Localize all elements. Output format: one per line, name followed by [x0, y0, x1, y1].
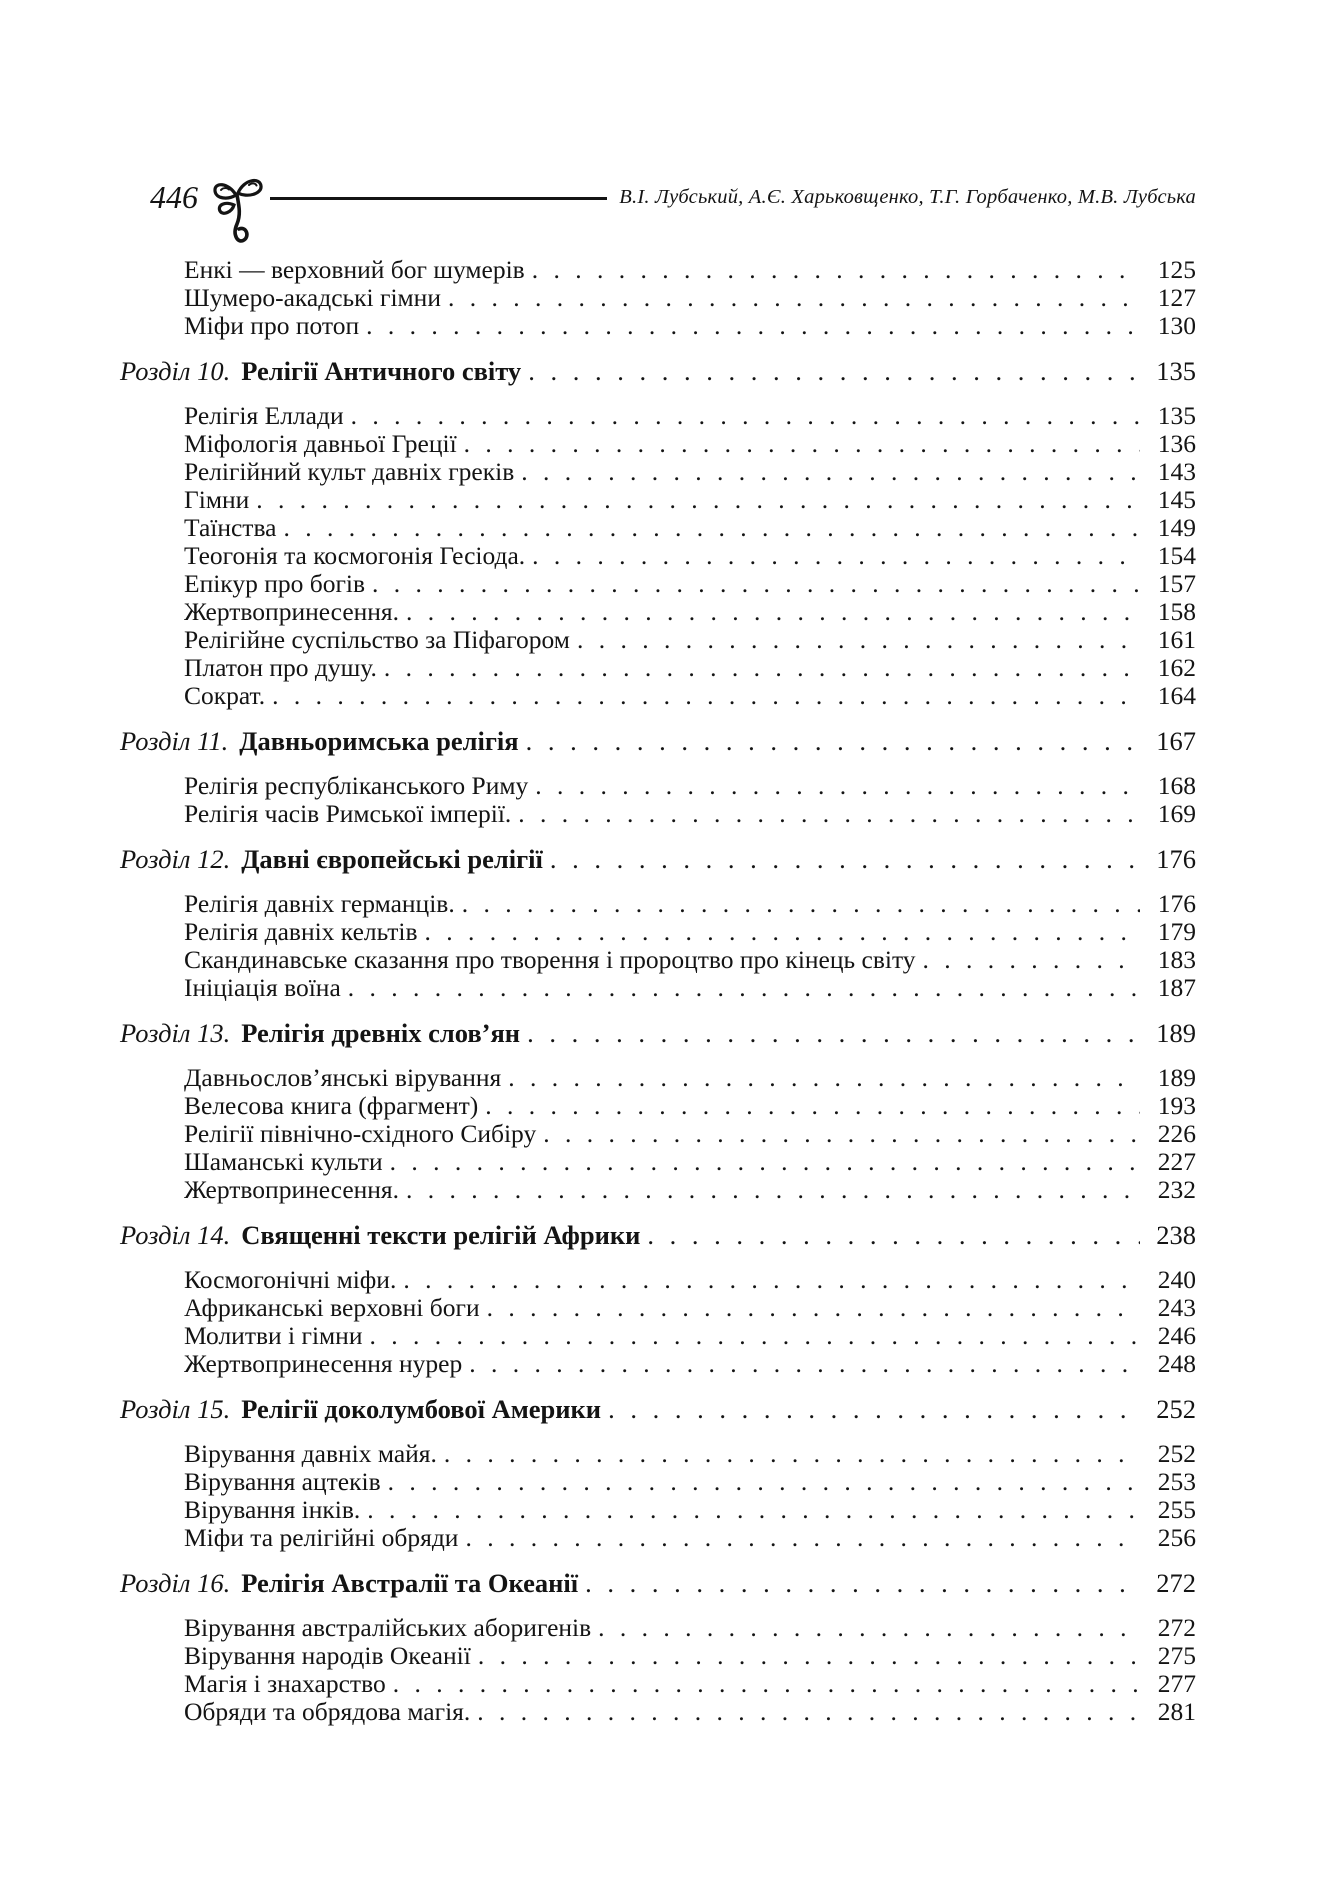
entry-page-number: 130 [1157, 311, 1196, 340]
chapter-number: Розділ 10. [120, 356, 231, 386]
header-rule [270, 197, 607, 200]
dot-leader [508, 1064, 1140, 1092]
toc-entry [120, 1350, 1196, 1378]
toc-chapter-heading [120, 357, 1196, 385]
entry-page-number: 246 [1157, 1321, 1196, 1350]
chapter-page-number: 176 [1156, 844, 1196, 874]
toc-entry [120, 1698, 1196, 1726]
dot-leader [406, 1176, 1140, 1204]
dot-leader [464, 430, 1140, 458]
entry-page-number: 179 [1157, 917, 1196, 946]
entry-title: Магія і знахарство [184, 1669, 386, 1698]
entry-title: Релігія давніх кельтів [184, 917, 418, 946]
chapter-page-number: 272 [1156, 1568, 1196, 1598]
chapter-page-number: 252 [1156, 1394, 1196, 1424]
table-of-contents [120, 256, 1196, 1726]
dot-leader [608, 1395, 1140, 1423]
dot-leader [448, 284, 1140, 312]
toc-entry [120, 1064, 1196, 1092]
entry-title: Скандинавське сказання про творення і пророцтво про кінець світу [184, 945, 916, 974]
entry-page-number: 183 [1157, 945, 1196, 974]
running-head [150, 176, 1196, 218]
entry-title: Вірування інків. [184, 1495, 361, 1524]
dot-leader [444, 1440, 1140, 1468]
toc-entry [120, 402, 1196, 430]
toc-entry [120, 654, 1196, 682]
entry-page-number: 127 [1157, 283, 1196, 312]
entry-page-number: 232 [1157, 1175, 1196, 1204]
entry-title: Ініціація воїна [184, 973, 341, 1002]
entry-title: Жертвопринесення. [184, 597, 400, 626]
entry-page-number: 243 [1157, 1293, 1196, 1322]
entry-title: Міфи про потоп [184, 311, 360, 340]
toc-entry [120, 1524, 1196, 1552]
toc-entry [120, 918, 1196, 946]
floral-ornament-icon [210, 174, 266, 252]
entry-page-number: 187 [1157, 973, 1196, 1002]
entry-title: Сократ. [184, 681, 266, 710]
dot-leader [366, 312, 1140, 340]
entry-page-number: 253 [1157, 1467, 1196, 1496]
chapter-title: Релігія древніх слов’ян [241, 1018, 521, 1048]
entry-title: Африканські верховні боги [184, 1293, 480, 1322]
dot-leader [577, 626, 1140, 654]
entry-title: Жертвопринесення. [184, 1175, 400, 1204]
entry-page-number: 277 [1157, 1669, 1196, 1698]
dot-leader [372, 570, 1140, 598]
entry-page-number: 149 [1157, 513, 1196, 542]
dot-leader [478, 1642, 1140, 1670]
toc-entry [120, 486, 1196, 514]
entry-page-number: 161 [1157, 625, 1196, 654]
toc-entry [120, 1670, 1196, 1698]
toc-chapter-heading [120, 1019, 1196, 1047]
dot-leader [256, 486, 1140, 514]
entry-page-number: 248 [1157, 1349, 1196, 1378]
page-number: 446 [150, 179, 198, 215]
entry-title: Енкі — верховний бог шумерів [184, 255, 525, 284]
chapter-title: Релігії доколумбової Америки [241, 1394, 602, 1424]
entry-title: Теогонія та космогонія Гесіода. [184, 541, 526, 570]
toc-entry [120, 682, 1196, 710]
dot-leader [527, 1019, 1140, 1047]
toc-entry [120, 1322, 1196, 1350]
toc-entry [120, 284, 1196, 312]
dot-leader [462, 890, 1140, 918]
dot-leader [406, 598, 1140, 626]
toc-entry [120, 514, 1196, 542]
entry-title: Жертвопринесення нурер [184, 1349, 463, 1378]
toc-entry [120, 1176, 1196, 1204]
entry-title: Таїнства [184, 513, 277, 542]
dot-leader [403, 1266, 1140, 1294]
toc-entry [120, 946, 1196, 974]
entry-page-number: 176 [1157, 889, 1196, 918]
entry-page-number: 136 [1157, 429, 1196, 458]
entry-page-number: 256 [1157, 1523, 1196, 1552]
chapter-number: Розділ 16. [120, 1568, 231, 1598]
dot-leader [585, 1569, 1140, 1597]
entry-title: Релігія часів Римської імперії. [184, 799, 512, 828]
toc-entry [120, 312, 1196, 340]
entry-page-number: 272 [1157, 1613, 1196, 1642]
entry-title: Міфи та релігійні обряди [184, 1523, 459, 1552]
toc-chapter-heading [120, 727, 1196, 755]
chapter-page-number: 167 [1156, 726, 1196, 756]
toc-entry [120, 626, 1196, 654]
dot-leader [923, 946, 1140, 974]
chapter-title: Релігії Античного світу [241, 356, 522, 386]
toc-entry [120, 974, 1196, 1002]
entry-title: Релігія Еллади [184, 401, 344, 430]
chapter-number: Розділ 12. [120, 844, 231, 874]
dot-leader [598, 1614, 1140, 1642]
toc-entry [120, 1266, 1196, 1294]
entry-title: Давньослов’янські вірування [184, 1063, 502, 1092]
entry-title: Гімни [184, 485, 250, 514]
running-head-authors: В.І. Лубський, А.Є. Харьковщенко, Т.Г. Горбаченко, М.В. Лубська [619, 185, 1196, 208]
toc-chapter-heading [120, 845, 1196, 873]
toc-entry [120, 1614, 1196, 1642]
entry-title: Релігія давніх германців. [184, 889, 455, 918]
dot-leader [348, 974, 1140, 1002]
dot-leader [487, 1294, 1140, 1322]
dot-leader [425, 918, 1140, 946]
dot-leader [369, 1322, 1140, 1350]
entry-page-number: 145 [1157, 485, 1196, 514]
chapter-title: Давньоримська релігія [239, 726, 519, 756]
toc-entry [120, 430, 1196, 458]
dot-leader [535, 772, 1140, 800]
entry-title: Велесова книга (фрагмент) [184, 1091, 479, 1120]
entry-title: Вірування австралійських аборигенів [184, 1613, 592, 1642]
toc-entry [120, 256, 1196, 284]
toc-entry [120, 1148, 1196, 1176]
chapter-page-number: 238 [1156, 1220, 1196, 1250]
chapter-number: Розділ 15. [120, 1394, 231, 1424]
entry-title: Шумеро-акадські гімни [184, 283, 441, 312]
entry-page-number: 193 [1157, 1091, 1196, 1120]
dot-leader [528, 357, 1140, 385]
entry-title: Вірування ацтеків [184, 1467, 381, 1496]
dot-leader [518, 800, 1140, 828]
chapter-number: Розділ 13. [120, 1018, 231, 1048]
dot-leader [477, 1698, 1140, 1726]
chapter-page-number: 135 [1156, 356, 1196, 386]
toc-entry [120, 1120, 1196, 1148]
entry-page-number: 252 [1157, 1439, 1196, 1468]
entry-page-number: 226 [1157, 1119, 1196, 1148]
entry-title: Релігійний культ давніх греків [184, 457, 515, 486]
entry-title: Платон про душу. [184, 653, 377, 682]
entry-title: Молитви і гімни [184, 1321, 363, 1350]
entry-title: Релігія республіканського Риму [184, 771, 529, 800]
toc-entry [120, 570, 1196, 598]
entry-title: Вірування народів Океанії [184, 1641, 471, 1670]
dot-leader [550, 845, 1140, 873]
toc-entry [120, 1496, 1196, 1524]
dot-leader [543, 1120, 1140, 1148]
chapter-title: Релігія Австралії та Океанії [241, 1568, 579, 1598]
entry-page-number: 162 [1157, 653, 1196, 682]
entry-title: Релігійне суспільство за Піфагором [184, 625, 570, 654]
dot-leader [393, 1670, 1140, 1698]
entry-page-number: 168 [1157, 771, 1196, 800]
toc-entry [120, 800, 1196, 828]
chapter-title: Давні європейські релігії [241, 844, 543, 874]
dot-leader [367, 1496, 1140, 1524]
entry-title: Епікур про богів [184, 569, 366, 598]
toc-entry [120, 1092, 1196, 1120]
entry-page-number: 169 [1157, 799, 1196, 828]
toc-chapter-heading [120, 1395, 1196, 1423]
entry-page-number: 164 [1157, 681, 1196, 710]
entry-page-number: 240 [1157, 1265, 1196, 1294]
entry-page-number: 189 [1157, 1063, 1196, 1092]
entry-title: Обряди та обрядова магія. [184, 1697, 471, 1726]
dot-leader [351, 402, 1140, 430]
dot-leader [526, 727, 1140, 755]
entry-page-number: 158 [1157, 597, 1196, 626]
chapter-title: Священні тексти релігій Африки [241, 1220, 641, 1250]
entry-page-number: 275 [1157, 1641, 1196, 1670]
entry-page-number: 281 [1157, 1697, 1196, 1726]
toc-entry [120, 1468, 1196, 1496]
dot-leader [532, 542, 1140, 570]
entry-title: Релігії північно-східного Сибіру [184, 1119, 537, 1148]
toc-entry [120, 1294, 1196, 1322]
toc-entry [120, 1440, 1196, 1468]
dot-leader [521, 458, 1140, 486]
dot-leader [465, 1524, 1140, 1552]
entry-page-number: 135 [1157, 401, 1196, 430]
entry-title: Космогонічні міфи. [184, 1265, 397, 1294]
toc-entry [120, 542, 1196, 570]
dot-leader [485, 1092, 1140, 1120]
dot-leader [532, 256, 1140, 284]
toc-chapter-heading [120, 1569, 1196, 1597]
dot-leader [388, 1468, 1140, 1496]
entry-page-number: 227 [1157, 1147, 1196, 1176]
chapter-page-number: 189 [1156, 1018, 1196, 1048]
toc-entry [120, 598, 1196, 626]
entry-page-number: 157 [1157, 569, 1196, 598]
entry-page-number: 125 [1157, 255, 1196, 284]
dot-leader [647, 1221, 1140, 1249]
entry-page-number: 143 [1157, 457, 1196, 486]
dot-leader [272, 682, 1140, 710]
dot-leader [390, 1148, 1140, 1176]
entry-page-number: 255 [1157, 1495, 1196, 1524]
entry-title: Шаманські культи [184, 1147, 383, 1176]
entry-title: Міфологія давньої Греції [184, 429, 457, 458]
entry-title: Вірування давніх майя. [184, 1439, 437, 1468]
toc-entry [120, 772, 1196, 800]
toc-entry [120, 1642, 1196, 1670]
dot-leader [469, 1350, 1140, 1378]
toc-chapter-heading [120, 1221, 1196, 1249]
toc-entry [120, 458, 1196, 486]
toc-entry [120, 890, 1196, 918]
dot-leader [283, 514, 1140, 542]
chapter-number: Розділ 14. [120, 1220, 231, 1250]
entry-page-number: 154 [1157, 541, 1196, 570]
chapter-number: Розділ 11. [120, 726, 229, 756]
dot-leader [384, 654, 1140, 682]
